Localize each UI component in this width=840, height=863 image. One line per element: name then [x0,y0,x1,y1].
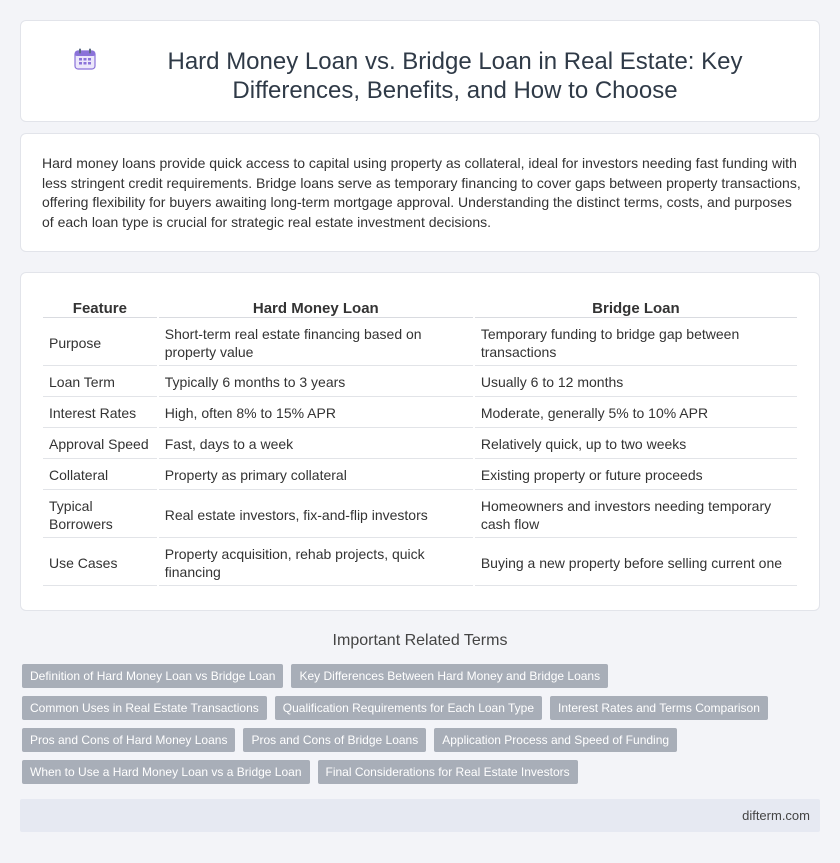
related-term-tag[interactable]: Qualification Requirements for Each Loan Type [275,696,542,720]
table-row [43,430,797,459]
hard-money-cell: Short-term real estate financing based on property value [159,320,473,366]
tag-row [22,760,812,784]
hard-money-cell: Property as primary collateral [159,461,473,490]
intro-card [20,133,820,252]
feature-cell: Purpose [43,320,157,366]
feature-cell: Loan Term [43,368,157,397]
related-term-tag[interactable]: Final Considerations for Real Estate Investors [318,760,578,784]
hard-money-cell: Typically 6 months to 3 years [159,368,473,397]
page-title: Hard Money Loan vs. Bridge Loan in Real Estate: Key Differences, Benefits, and How to Choose [167,48,743,104]
table-row [43,540,797,586]
table-header-row [43,297,797,318]
related-term-tag[interactable]: Pros and Cons of Hard Money Loans [22,728,235,752]
related-terms-list [22,664,812,792]
bridge-loan-cell: Usually 6 to 12 months [475,368,797,397]
bridge-loan-cell: Buying a new property before selling current one [475,540,797,586]
tag-row [22,728,812,752]
comparison-table [41,295,799,588]
tag-row [22,696,812,720]
table-row [43,492,797,538]
related-term-tag[interactable]: Key Differences Between Hard Money and Bridge Loans [291,664,608,688]
feature-cell: Use Cases [43,540,157,586]
feature-cell: Interest Rates [43,399,157,428]
intro-paragraph: Hard money loans provide quick access to capital using property as collateral, ideal for investors needing fast funding with less stringent credit requirements. Bridge loans serve as temporary financing to cover gaps between property transactions, offering flexibility for buyers awaiting long-term mortgage approval. Understanding the distinct terms, costs, and purposes of each loan type is crucial for strategic real estate investment decisions. [42,155,801,230]
related-term-tag[interactable]: Interest Rates and Terms Comparison [550,696,768,720]
hard-money-cell: Real estate investors, fix-and-flip investors [159,492,473,538]
footer [20,799,820,832]
feature-cell: Collateral [43,461,157,490]
related-terms-heading: Important Related Terms [332,632,508,649]
feature-cell: Approval Speed [43,430,157,459]
footer-site-link[interactable]: difterm.com [742,808,810,823]
calendar-icon [73,47,97,71]
header-bridge-loan: Bridge Loan [475,297,797,318]
title-card [20,20,820,122]
related-term-tag[interactable]: Application Process and Speed of Funding [434,728,677,752]
header-hard-money-loan: Hard Money Loan [159,297,473,318]
table-row [43,461,797,490]
comparison-table-card [20,272,820,611]
hard-money-cell: High, often 8% to 15% APR [159,399,473,428]
bridge-loan-cell: Existing property or future proceeds [475,461,797,490]
bridge-loan-cell: Homeowners and investors needing temporary cash flow [475,492,797,538]
related-term-tag[interactable]: Definition of Hard Money Loan vs Bridge Loan [22,664,283,688]
related-term-tag[interactable]: Pros and Cons of Bridge Loans [243,728,426,752]
tag-row [22,664,812,688]
header-feature: Feature [43,297,157,318]
bridge-loan-cell: Moderate, generally 5% to 10% APR [475,399,797,428]
hard-money-cell: Property acquisition, rehab projects, quick financing [159,540,473,586]
bridge-loan-cell: Relatively quick, up to two weeks [475,430,797,459]
related-term-tag[interactable]: When to Use a Hard Money Loan vs a Bridge Loan [22,760,310,784]
hard-money-cell: Fast, days to a week [159,430,473,459]
table-row [43,320,797,366]
bridge-loan-cell: Temporary funding to bridge gap between transactions [475,320,797,366]
related-term-tag[interactable]: Common Uses in Real Estate Transactions [22,696,267,720]
table-row [43,368,797,397]
table-row [43,399,797,428]
feature-cell: Typical Borrowers [43,492,157,538]
